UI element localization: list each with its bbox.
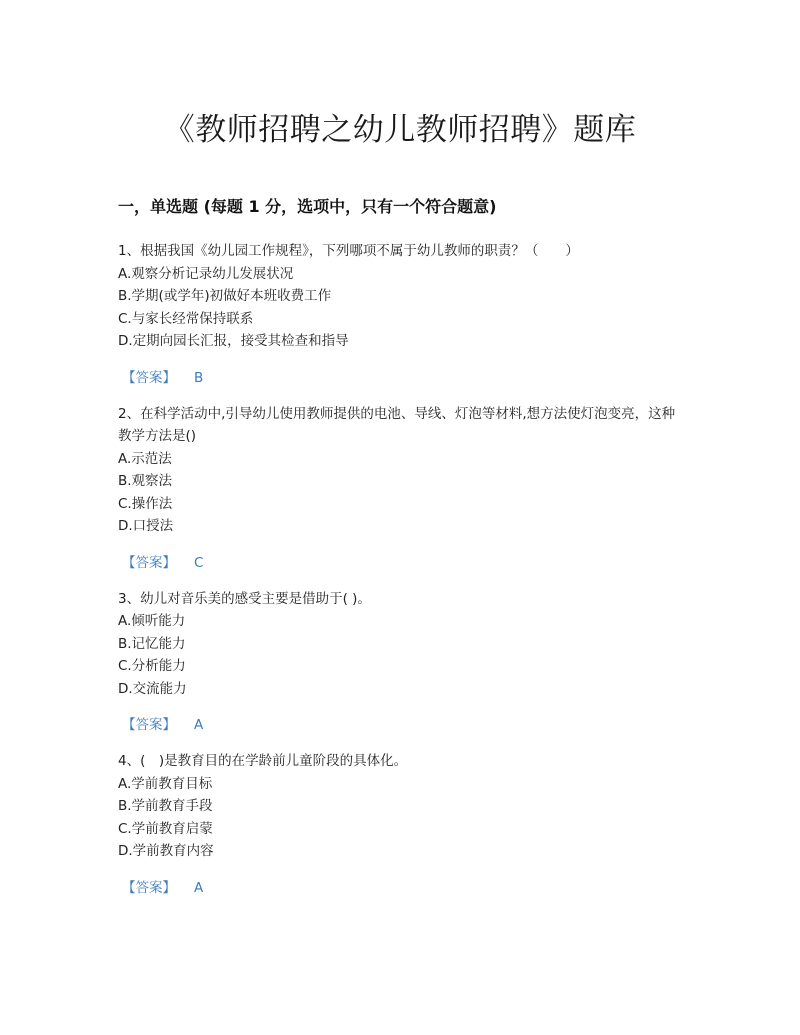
answer-row xyxy=(118,552,688,574)
answer-label: 【答案】 xyxy=(122,717,176,733)
question-option-b: B.观察法 xyxy=(118,473,173,489)
question-stem: 1、根据我国《幼儿园工作规程》，下列哪项不属于幼儿教师的职责？（ ） xyxy=(118,243,579,259)
question-2 xyxy=(118,403,688,574)
question-stem: 2、在科学活动中,引导幼儿使用教师提供的电池、导线、灯泡等材料,想方法使灯泡变亮，这种教学方法是() xyxy=(118,405,676,444)
answer-value: C xyxy=(194,554,204,571)
question-option-d: D.定期向园长汇报，接受其检查和指导 xyxy=(118,333,349,349)
question-option-b: B.学期(或学年)初做好本班收费工作 xyxy=(118,288,332,304)
question-option-b: B.学前教育手段 xyxy=(118,798,213,814)
question-option-d: D.学前教育内容 xyxy=(118,843,214,859)
question-stem: 4、( )是教育目的在学龄前儿童阶段的具体化。 xyxy=(118,753,408,769)
question-option-d: D.交流能力 xyxy=(118,680,187,697)
question-option-a: A.倾听能力 xyxy=(118,613,186,629)
question-list xyxy=(118,240,688,913)
question-option-a: A.学前教育目标 xyxy=(118,775,213,792)
question-option-d: D.口授法 xyxy=(118,518,174,534)
answer-row xyxy=(118,714,688,736)
answer-row xyxy=(118,877,688,899)
answer-value: A xyxy=(194,879,204,896)
question-option-a: A.观察分析记录幼儿发展状况 xyxy=(118,265,294,282)
answer-label: 【答案】 xyxy=(122,554,176,571)
question-option-c: C.与家长经常保持联系 xyxy=(118,310,254,327)
question-option-a: A.示范法 xyxy=(118,450,172,467)
question-option-b: B.记忆能力 xyxy=(118,635,186,652)
answer-row xyxy=(118,367,688,389)
question-option-c: C.分析能力 xyxy=(118,658,186,674)
question-option-c: C.操作法 xyxy=(118,495,173,512)
answer-label: 【答案】 xyxy=(122,369,176,386)
question-4 xyxy=(118,750,688,899)
answer-value: A xyxy=(194,717,204,733)
question-3 xyxy=(118,588,688,737)
section-heading: 一，单选题 (每题 1 分，选项中，只有一个符合题意) xyxy=(118,197,497,216)
question-option-c: C.学前教育启蒙 xyxy=(118,820,213,837)
document-title: 《教师招聘之幼儿教师招聘》题库 xyxy=(163,112,637,148)
answer-label: 【答案】 xyxy=(122,879,176,896)
question-stem: 3、幼儿对音乐美的感受主要是借助于( )。 xyxy=(118,590,371,607)
question-1 xyxy=(118,240,688,389)
answer-value: B xyxy=(194,369,204,386)
